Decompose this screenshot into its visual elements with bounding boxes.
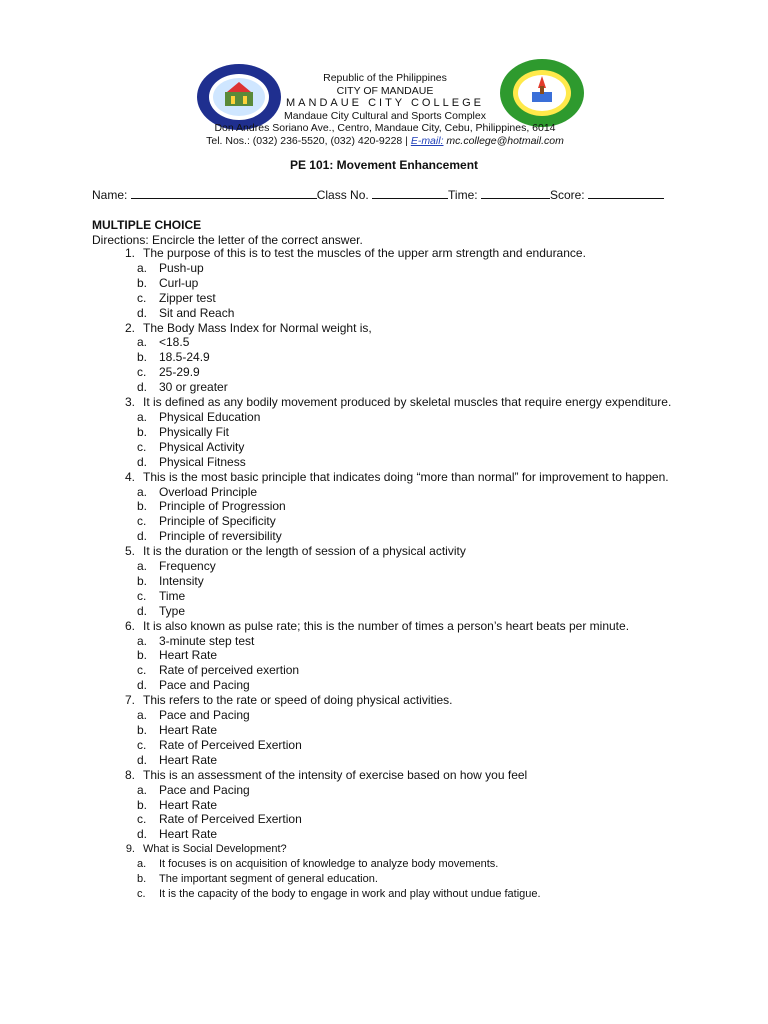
choice-letter: d. <box>137 454 148 469</box>
answer-choice[interactable] <box>137 604 678 619</box>
answer-choice[interactable] <box>137 380 678 395</box>
question-number: 6. <box>124 618 135 633</box>
time-blank[interactable] <box>481 188 550 199</box>
choice-text: Principle of Progression <box>159 499 286 514</box>
choice-letter: b. <box>137 797 148 812</box>
letterhead <box>170 72 600 147</box>
choice-text: Physical Fitness <box>159 454 246 469</box>
choice-text: 30 or greater <box>159 380 228 395</box>
choice-letter: a. <box>137 484 148 499</box>
answer-choice[interactable] <box>137 291 678 306</box>
choice-letter: b. <box>137 499 148 514</box>
section-heading: MULTIPLE CHOICE <box>92 218 202 232</box>
question-number: 1. <box>124 246 135 260</box>
city-line: CITY OF MANDAUE <box>336 84 434 97</box>
choice-letter: a. <box>137 633 148 648</box>
email-address: mc.college@hotmail.com <box>443 134 564 147</box>
choice-text: It focuses is on acquisition of knowledge to analyze body movements. <box>159 858 499 871</box>
choice-text: Rate of perceived exertion <box>159 663 300 678</box>
question-text: It is the duration or the length of session of a physical activity <box>143 544 466 559</box>
choice-text: Pace and Pacing <box>159 708 250 723</box>
republic-line: Republic of the Philippines <box>323 72 447 84</box>
choice-letter: b. <box>137 424 148 439</box>
answer-choice[interactable] <box>137 723 678 738</box>
choice-text: Push-up <box>159 260 204 275</box>
question-item <box>92 395 678 470</box>
choice-text: Intensity <box>159 573 204 588</box>
choice-text: Pace and Pacing <box>159 782 250 797</box>
question-item <box>92 544 678 619</box>
choice-text: Principle of reversibility <box>159 529 282 544</box>
class-no-label: Class No. <box>316 188 373 202</box>
student-info-row <box>92 188 664 202</box>
question-text: It is defined as any bodily movement produced by skeletal muscles that require energy expenditure. <box>143 395 672 410</box>
question-list <box>92 246 678 902</box>
choice-letter: c. <box>137 290 147 305</box>
question-row <box>92 321 678 336</box>
choice-letter: d. <box>137 380 148 395</box>
score-label: Score: <box>549 188 588 202</box>
choice-text: It is the capacity of the body to engage in work and play without undue fatigue. <box>159 887 541 900</box>
choice-letter: a. <box>137 409 148 424</box>
choice-text: Pace and Pacing <box>159 678 250 693</box>
score-blank[interactable] <box>588 188 664 199</box>
choice-text: Heart Rate <box>159 797 218 812</box>
choice-text: Zipper test <box>159 290 216 305</box>
choice-letter: b. <box>137 873 147 886</box>
college-line: MANDAUE CITY COLLEGE <box>286 97 484 109</box>
class-no-blank[interactable] <box>372 188 448 199</box>
question-text: This is an assessment of the intensity of exercise based on how you feel <box>143 767 528 782</box>
question-text: This is the most basic principle that indicates doing “more than normal” for improvement to happen. <box>143 469 669 484</box>
answer-choice[interactable] <box>137 306 678 321</box>
choice-letter: d. <box>137 678 148 693</box>
choice-letter: b. <box>137 275 148 290</box>
choice-letter: d. <box>137 305 148 320</box>
time-label: Time: <box>448 188 481 202</box>
choice-text: Time <box>159 588 186 603</box>
choice-text: Heart Rate <box>159 752 218 767</box>
choice-letter: a. <box>137 708 148 723</box>
answer-choice[interactable] <box>137 559 678 574</box>
question-number: 9. <box>125 843 135 856</box>
question-row <box>92 470 678 485</box>
answer-choice[interactable] <box>137 589 678 604</box>
answer-choice[interactable] <box>137 514 678 529</box>
choice-letter: a. <box>137 858 147 871</box>
contact-line <box>170 135 600 148</box>
choice-letter: c. <box>137 365 147 380</box>
choice-text: Type <box>159 603 186 618</box>
question-item <box>92 842 678 902</box>
question-item <box>92 619 678 694</box>
directions-text: Directions: Encircle the letter of the correct answer. <box>92 233 363 247</box>
question-row <box>92 693 678 708</box>
choice-letter: d. <box>137 752 148 767</box>
answer-choice[interactable] <box>137 663 678 678</box>
choice-text: Physically Fit <box>159 424 230 439</box>
question-item <box>92 470 678 545</box>
answer-choice[interactable] <box>137 708 678 723</box>
question-text: The purpose of this is to test the muscles of the upper arm strength and endurance. <box>143 246 586 260</box>
choice-letter: c. <box>137 812 147 827</box>
name-label: Name: <box>92 188 131 202</box>
choice-letter: a. <box>137 782 148 797</box>
multiple-choice-section <box>92 218 363 247</box>
choice-text: Rate of Perceived Exertion <box>159 737 302 752</box>
answer-choice[interactable] <box>137 335 678 350</box>
answer-choice[interactable] <box>137 827 678 842</box>
answer-choice[interactable] <box>137 425 678 440</box>
question-number: 4. <box>124 469 135 484</box>
question-text: This refers to the rate or speed of doing physical activities. <box>143 693 453 708</box>
answer-choice[interactable] <box>137 455 678 470</box>
choice-text: Heart Rate <box>159 723 218 737</box>
choice-text: <18.5 <box>159 335 190 350</box>
choice-letter: b. <box>137 648 148 663</box>
choice-letter: d. <box>137 529 148 544</box>
choice-text: Rate of Perceived Exertion <box>159 812 302 827</box>
address-line: Don Andres Soriano Ave., Centro, Mandaue City, Cebu, Philippines, 6014 <box>214 122 556 134</box>
answer-choice[interactable] <box>137 485 678 500</box>
choice-letter: a. <box>137 559 148 574</box>
choice-text: Sit and Reach <box>159 305 235 320</box>
question-number: 5. <box>124 544 135 559</box>
choice-text: 25-29.9 <box>159 365 200 380</box>
email-link[interactable]: E-mail: <box>410 134 444 147</box>
answer-choice[interactable] <box>137 812 678 827</box>
choice-letter: b. <box>137 723 148 737</box>
answer-choice[interactable] <box>137 350 678 365</box>
choice-letter: a. <box>137 335 148 350</box>
answer-choice[interactable] <box>137 738 678 753</box>
answer-choice[interactable] <box>137 887 678 902</box>
choice-text: Frequency <box>159 559 216 574</box>
answer-choice[interactable] <box>137 499 678 514</box>
choice-text: Heart Rate <box>159 827 218 842</box>
answer-choice[interactable] <box>137 276 678 291</box>
answer-choice[interactable] <box>137 648 678 663</box>
question-number: 3. <box>124 395 135 410</box>
complex-line: Mandaue City Cultural and Sports Complex <box>284 109 486 122</box>
choice-text: The important segment of general education. <box>159 873 378 886</box>
choice-letter: c. <box>137 514 147 529</box>
answer-choice[interactable] <box>137 678 678 693</box>
answer-choice[interactable] <box>137 783 678 798</box>
telephone-text: Tel. Nos.: (032) 236-5520, (032) 420-9228 | <box>206 134 411 147</box>
question-number: 8. <box>124 767 135 782</box>
question-item <box>92 693 678 768</box>
name-blank[interactable] <box>131 188 317 199</box>
answer-choice[interactable] <box>137 753 678 768</box>
question-row <box>92 395 678 410</box>
choice-text: 18.5-24.9 <box>159 350 210 365</box>
question-item <box>92 321 678 396</box>
question-text: The Body Mass Index for Normal weight is, <box>143 320 372 335</box>
question-item <box>92 246 678 321</box>
question-row <box>92 246 678 261</box>
question-item <box>92 768 678 843</box>
answer-choice[interactable] <box>137 857 678 872</box>
choice-letter: b. <box>137 350 148 365</box>
choice-letter: c. <box>137 887 146 900</box>
question-text: What is Social Development? <box>143 843 287 856</box>
choice-letter: b. <box>137 573 148 588</box>
question-row <box>92 619 678 634</box>
answer-choice[interactable] <box>137 798 678 813</box>
choice-text: Physical Activity <box>159 439 245 454</box>
choice-text: 3-minute step test <box>159 633 255 648</box>
answer-choice[interactable] <box>137 261 678 276</box>
choice-text: Curl-up <box>159 275 199 290</box>
choice-letter: c. <box>137 439 147 454</box>
document-title: PE 101: Movement Enhancement <box>289 158 479 172</box>
choice-text: Heart Rate <box>159 648 218 663</box>
question-text: It is also known as pulse rate; this is the number of times a person’s heart beats per minute. <box>143 618 630 633</box>
choice-letter: c. <box>137 588 147 603</box>
choice-letter: c. <box>137 663 147 678</box>
question-number: 2. <box>124 320 135 335</box>
choice-text: Overload Principle <box>159 484 258 499</box>
choice-letter: c. <box>137 737 147 752</box>
question-number: 7. <box>124 693 135 708</box>
question-row <box>92 842 678 857</box>
answer-choice[interactable] <box>137 440 678 455</box>
answer-choice[interactable] <box>137 872 678 887</box>
answer-choice[interactable] <box>137 529 678 544</box>
question-row <box>92 544 678 559</box>
choice-letter: a. <box>137 260 148 275</box>
question-row <box>92 768 678 783</box>
choice-letter: d. <box>137 827 148 842</box>
choice-text: Principle of Specificity <box>159 514 276 529</box>
answer-choice[interactable] <box>137 365 678 380</box>
choice-letter: d. <box>137 603 148 618</box>
choice-text: Physical Education <box>159 409 261 424</box>
answer-choice[interactable] <box>137 574 678 589</box>
answer-choice[interactable] <box>137 410 678 425</box>
answer-choice[interactable] <box>137 634 678 649</box>
